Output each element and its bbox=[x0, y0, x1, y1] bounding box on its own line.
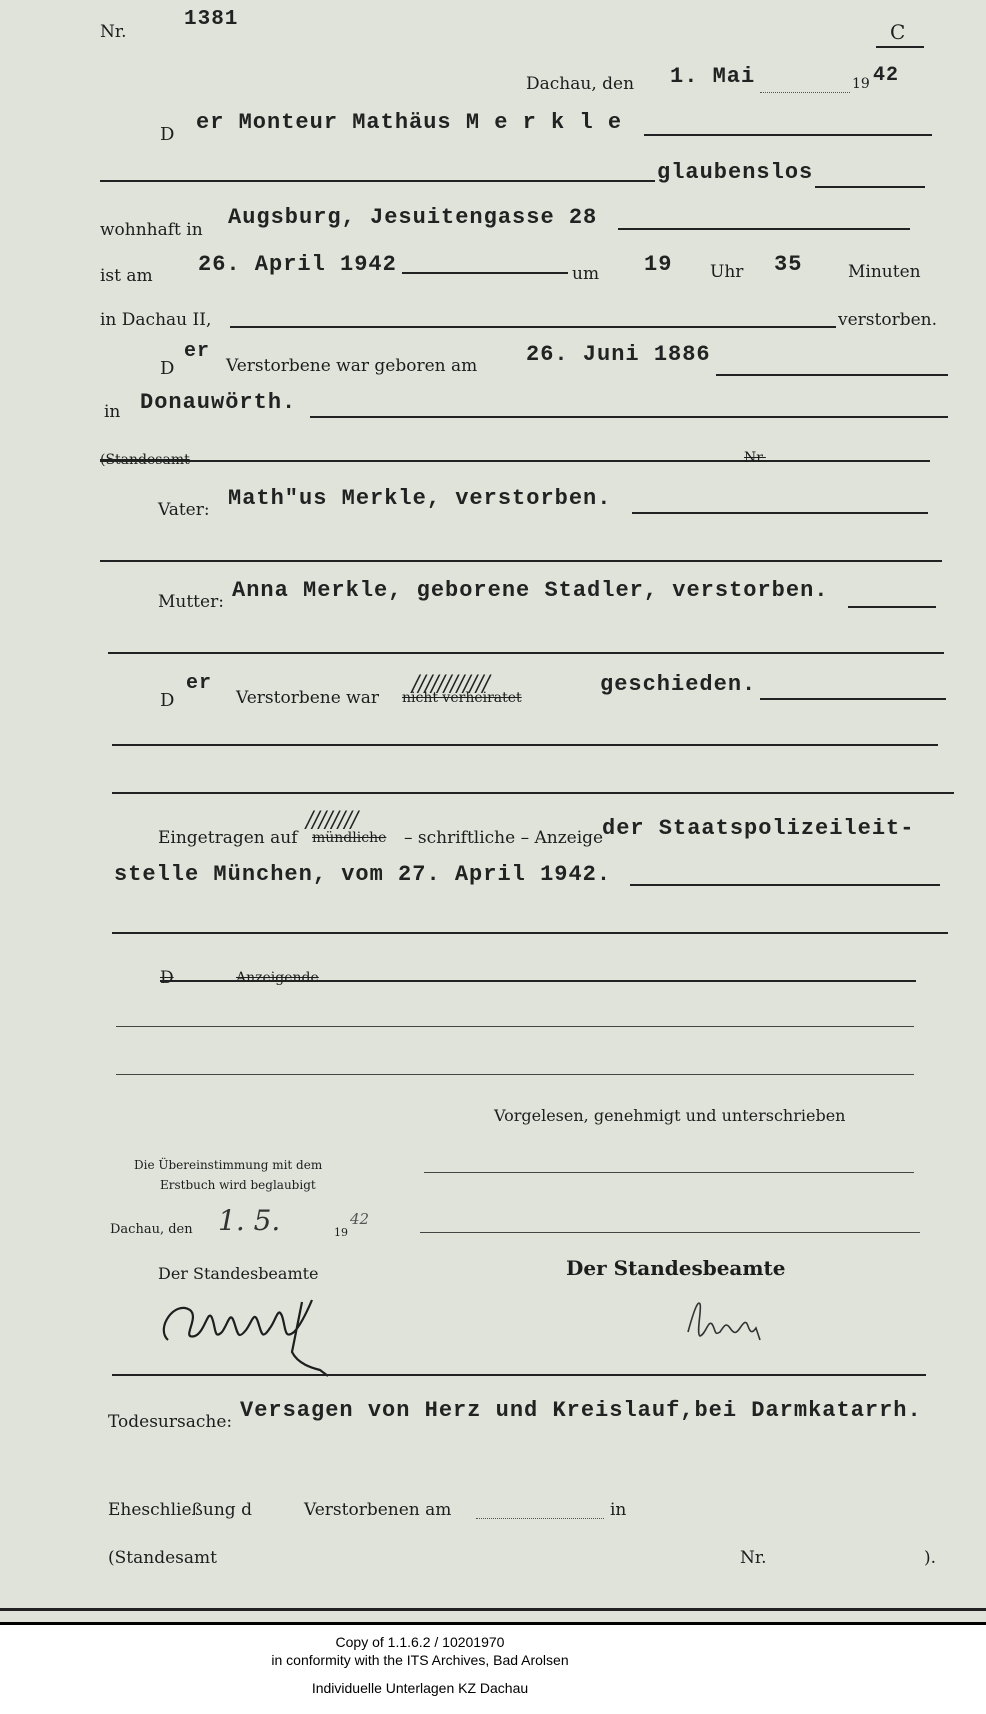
father-label: Vater: bbox=[158, 500, 210, 520]
d-prefix-marital: D bbox=[160, 690, 175, 711]
death-minutes: 35 bbox=[774, 252, 803, 277]
death-place-line bbox=[230, 326, 836, 328]
d-prefix-birth: D bbox=[160, 358, 175, 379]
birth-place-line bbox=[310, 416, 948, 418]
signature-line-2 bbox=[420, 1232, 920, 1233]
marital-line-3 bbox=[112, 792, 954, 794]
footer-copy-line: Copy of 1.1.6.2 / 10201970 bbox=[335, 1634, 505, 1650]
read-approved-label: Vorgelesen, genehmigt und unterschrieben bbox=[494, 1106, 846, 1125]
conformity-line2: Erstbuch wird beglaubigt bbox=[160, 1178, 316, 1192]
marital-overstrike: //////////// bbox=[412, 672, 489, 697]
corner-mark: C bbox=[890, 20, 906, 44]
marital-status: geschieden. bbox=[600, 672, 757, 697]
marital-line bbox=[760, 698, 946, 700]
left-signature-image bbox=[150, 1270, 350, 1370]
um-label: um bbox=[572, 264, 600, 284]
marriage-closing: ). bbox=[924, 1548, 937, 1568]
registration-struck-word: mündliche bbox=[312, 830, 387, 846]
name-line bbox=[644, 134, 932, 136]
year-suffix: 42 bbox=[873, 64, 900, 87]
birth-date: 26. Juni 1886 bbox=[526, 342, 711, 367]
er-suffix-birth: er bbox=[184, 340, 211, 363]
handwritten-year: 42 bbox=[350, 1210, 370, 1228]
marriage-label: Eheschließung d bbox=[108, 1500, 252, 1520]
register-number: 1381 bbox=[184, 8, 239, 31]
footer-conformity-line: in conformity with the ITS Archives, Bad Arolsen bbox=[271, 1652, 569, 1668]
certification-place-label: Dachau, den bbox=[110, 1222, 193, 1237]
died-label: ist am bbox=[100, 266, 153, 286]
marriage-verstorbenen-label: Verstorbenen am bbox=[304, 1500, 452, 1520]
footer-collection-line: Individuelle Unterlagen KZ Dachau bbox=[311, 1680, 529, 1696]
residence-line bbox=[618, 228, 910, 230]
death-date: 26. April 1942 bbox=[198, 252, 397, 277]
registration-overstrike: //////// bbox=[306, 808, 358, 833]
marriage-in-label: in bbox=[610, 1500, 627, 1520]
marital-struck: nicht verheiratet bbox=[402, 690, 522, 706]
father-line-2 bbox=[100, 560, 942, 562]
standesamt-line bbox=[100, 460, 930, 462]
verstorben-label: verstorben. bbox=[838, 310, 938, 330]
residence-label: wohnhaft in bbox=[100, 220, 203, 240]
cause-label: Todesursache: bbox=[108, 1412, 233, 1432]
birth-date-line bbox=[716, 374, 948, 376]
registration-date: 1. Mai bbox=[670, 64, 756, 89]
registration-line-2 bbox=[112, 932, 948, 934]
nr-label: Nr. bbox=[100, 22, 127, 42]
father-line bbox=[632, 512, 928, 514]
left-registrar-title: Der Standesbeamte bbox=[158, 1264, 319, 1283]
registration-authority-cont: stelle München, vom 27. April 1942. bbox=[114, 862, 612, 887]
registration-line bbox=[630, 884, 940, 886]
conformity-line1: Die Übereinstimmung mit dem bbox=[134, 1158, 323, 1172]
right-signature-image bbox=[680, 1290, 770, 1350]
certification-year-prefix: 19 bbox=[334, 1226, 348, 1239]
corner-mark-underline bbox=[876, 46, 924, 48]
death-place-label: in Dachau II, bbox=[100, 310, 212, 330]
mother: Anna Merkle, geborene Stadler, verstorben. bbox=[232, 578, 829, 603]
form-bottom-border bbox=[0, 1608, 986, 1611]
right-registrar-title: Der Standesbeamte bbox=[566, 1256, 786, 1280]
birth-in-label: in bbox=[104, 402, 121, 422]
year-prefix: 19 bbox=[852, 76, 870, 92]
name-line-2 bbox=[100, 180, 655, 182]
uhr-label: Uhr bbox=[710, 262, 744, 282]
er-suffix-marital: er bbox=[186, 672, 213, 695]
d-prefix-deceased: D bbox=[160, 124, 175, 145]
birth-standesamt-label: (Standesamt bbox=[100, 452, 190, 468]
place-date-label: Dachau, den bbox=[526, 74, 635, 94]
footer-rule bbox=[0, 1622, 986, 1625]
religion-line bbox=[815, 186, 925, 188]
date-line bbox=[760, 92, 850, 93]
signature-line-1 bbox=[424, 1172, 914, 1173]
handwritten-date: 1. 5. bbox=[218, 1204, 281, 1237]
marriage-date-line bbox=[476, 1518, 604, 1519]
mother-line bbox=[848, 606, 936, 608]
informant-line-3 bbox=[116, 1074, 914, 1075]
residence: Augsburg, Jesuitengasse 28 bbox=[228, 205, 598, 230]
d-prefix-informant: D bbox=[160, 968, 174, 988]
religion: glaubenslos bbox=[657, 160, 814, 185]
birth-standesamt-nr: Nr. bbox=[744, 450, 766, 466]
mother-line-2 bbox=[108, 652, 944, 654]
signature-bottom-line bbox=[112, 1374, 926, 1376]
cause-of-death: Versagen von Herz und Kreislauf,bei Darmkatarrh. bbox=[240, 1398, 922, 1423]
informant-line-2 bbox=[116, 1026, 914, 1027]
informant-label: Anzeigende bbox=[236, 970, 319, 986]
informant-line bbox=[160, 980, 916, 982]
marriage-standesamt-label: (Standesamt bbox=[108, 1548, 217, 1568]
death-hour: 19 bbox=[644, 252, 673, 277]
marriage-nr-label: Nr. bbox=[740, 1548, 767, 1568]
marital-line-2 bbox=[112, 744, 938, 746]
registration-label-start: Eingetragen auf bbox=[158, 828, 298, 848]
registration-label-end: – schriftliche – Anzeige bbox=[404, 828, 604, 848]
registration-authority: der Staatspolizeileit- bbox=[602, 816, 915, 841]
deceased-name: er Monteur Mathäus M e r k l e bbox=[196, 110, 623, 135]
marital-label: Verstorbene war bbox=[236, 688, 379, 708]
minuten-label: Minuten bbox=[848, 262, 921, 282]
father: Math"us Merkle, verstorben. bbox=[228, 486, 612, 511]
mother-label: Mutter: bbox=[158, 592, 224, 612]
born-label: Verstorbene war geboren am bbox=[226, 356, 478, 376]
death-date-line bbox=[402, 272, 568, 274]
birth-place: Donauwörth. bbox=[140, 390, 297, 415]
